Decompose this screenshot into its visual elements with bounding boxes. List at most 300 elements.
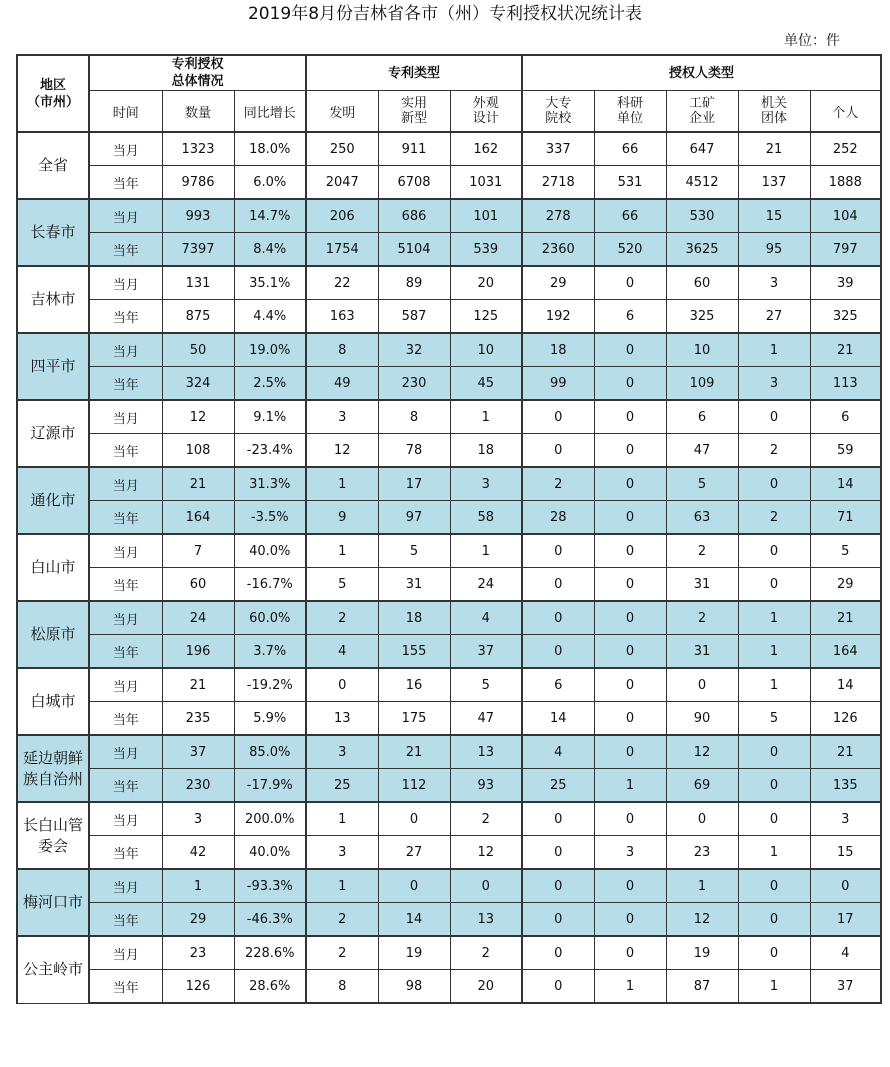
- individual-cell: 164: [810, 635, 881, 669]
- college-cell: 278: [522, 199, 594, 233]
- individual-cell: 21: [810, 333, 881, 367]
- individual-cell: 1888: [810, 166, 881, 200]
- table-row: [17, 199, 881, 233]
- design-cell: 101: [450, 199, 522, 233]
- header-agency: [738, 91, 810, 133]
- region-cell: [17, 467, 89, 534]
- count-cell: 164: [162, 501, 234, 535]
- design-cell: 162: [450, 132, 522, 166]
- agency-cell: 3: [738, 367, 810, 401]
- growth-cell: 228.6%: [234, 936, 306, 970]
- enterprise-cell: 23: [666, 836, 738, 870]
- individual-cell: 4: [810, 936, 881, 970]
- time-cell: 当年: [89, 434, 162, 468]
- region-name-line: 委会: [37, 836, 68, 855]
- college-cell: 0: [522, 802, 594, 836]
- agency-cell: 1: [738, 970, 810, 1004]
- invention-cell: 3: [306, 400, 378, 434]
- time-cell: 当月: [89, 467, 162, 501]
- count-cell: 42: [162, 836, 234, 870]
- agency-cell: 1: [738, 601, 810, 635]
- region-name-line: 公主岭市: [22, 960, 83, 979]
- college-cell: 0: [522, 836, 594, 870]
- time-cell: 当年: [89, 903, 162, 937]
- header-enterprise-line1: 工矿: [689, 96, 716, 111]
- growth-cell: 8.4%: [234, 233, 306, 267]
- individual-cell: 17: [810, 903, 881, 937]
- college-cell: 6: [522, 668, 594, 702]
- college-cell: 2: [522, 467, 594, 501]
- growth-cell: 200.0%: [234, 802, 306, 836]
- region-name-line: 族自治州: [22, 769, 83, 788]
- agency-cell: 0: [738, 568, 810, 602]
- agency-cell: 5: [738, 702, 810, 736]
- growth-cell: 28.6%: [234, 970, 306, 1004]
- design-cell: 1031: [450, 166, 522, 200]
- count-cell: 23: [162, 936, 234, 970]
- header-agency-line1: 机关: [761, 96, 788, 111]
- region-name-line: 全省: [37, 156, 68, 174]
- research-cell: 0: [594, 668, 666, 702]
- utility-cell: 5: [378, 534, 450, 568]
- unit-label: 单位：件: [784, 33, 840, 49]
- invention-cell: 4: [306, 635, 378, 669]
- agency-cell: 0: [738, 400, 810, 434]
- utility-cell: 230: [378, 367, 450, 401]
- region-cell: [17, 400, 89, 467]
- invention-cell: 1: [306, 802, 378, 836]
- design-cell: 20: [450, 266, 522, 300]
- enterprise-cell: 90: [666, 702, 738, 736]
- header-time: 时间: [89, 91, 162, 133]
- design-cell: 58: [450, 501, 522, 535]
- growth-cell: 40.0%: [234, 534, 306, 568]
- research-cell: 0: [594, 735, 666, 769]
- count-cell: 21: [162, 467, 234, 501]
- utility-cell: 89: [378, 266, 450, 300]
- invention-cell: 206: [306, 199, 378, 233]
- agency-cell: 27: [738, 300, 810, 334]
- header-design-line1: 外观: [472, 96, 499, 111]
- header-enterprise: [666, 91, 738, 133]
- agency-cell: 21: [738, 132, 810, 166]
- research-cell: 0: [594, 802, 666, 836]
- enterprise-cell: 12: [666, 903, 738, 937]
- invention-cell: 22: [306, 266, 378, 300]
- individual-cell: 113: [810, 367, 881, 401]
- utility-cell: 27: [378, 836, 450, 870]
- header-research-line2: 单位: [617, 111, 644, 126]
- growth-cell: -23.4%: [234, 434, 306, 468]
- count-cell: 230: [162, 769, 234, 803]
- research-cell: 0: [594, 400, 666, 434]
- utility-cell: 112: [378, 769, 450, 803]
- region-cell: [17, 601, 89, 668]
- time-cell: 当月: [89, 802, 162, 836]
- count-cell: 50: [162, 333, 234, 367]
- utility-cell: 0: [378, 869, 450, 903]
- agency-cell: 0: [738, 903, 810, 937]
- individual-cell: 39: [810, 266, 881, 300]
- college-cell: 0: [522, 434, 594, 468]
- growth-cell: 14.7%: [234, 199, 306, 233]
- header-utility: [378, 91, 450, 133]
- agency-cell: 0: [738, 769, 810, 803]
- header-utility-line1: 实用: [401, 96, 428, 111]
- individual-cell: 797: [810, 233, 881, 267]
- individual-cell: 59: [810, 434, 881, 468]
- design-cell: 3: [450, 467, 522, 501]
- table-row: [17, 869, 881, 903]
- time-cell: 当月: [89, 199, 162, 233]
- college-cell: 0: [522, 936, 594, 970]
- design-cell: 1: [450, 534, 522, 568]
- individual-cell: 14: [810, 467, 881, 501]
- count-cell: 9786: [162, 166, 234, 200]
- growth-cell: 85.0%: [234, 735, 306, 769]
- research-cell: 0: [594, 635, 666, 669]
- table-row: [17, 266, 881, 300]
- count-cell: 7: [162, 534, 234, 568]
- table-row: [17, 568, 881, 602]
- individual-cell: 15: [810, 836, 881, 870]
- table-row: [17, 668, 881, 702]
- enterprise-cell: 2: [666, 534, 738, 568]
- table-row: [17, 836, 881, 870]
- growth-cell: -17.9%: [234, 769, 306, 803]
- utility-cell: 32: [378, 333, 450, 367]
- utility-cell: 78: [378, 434, 450, 468]
- table-row: [17, 601, 881, 635]
- header-group-total-line1: 专利授权: [171, 57, 224, 72]
- agency-cell: 0: [738, 534, 810, 568]
- header-invention: 发明: [306, 91, 378, 133]
- region-cell: [17, 199, 89, 266]
- utility-cell: 5104: [378, 233, 450, 267]
- growth-cell: 40.0%: [234, 836, 306, 870]
- growth-cell: 31.3%: [234, 467, 306, 501]
- table-row: [17, 434, 881, 468]
- agency-cell: 0: [738, 735, 810, 769]
- invention-cell: 2: [306, 601, 378, 635]
- research-cell: 66: [594, 199, 666, 233]
- table-row: [17, 300, 881, 334]
- invention-cell: 9: [306, 501, 378, 535]
- header-enterprise-line2: 企业: [689, 111, 716, 126]
- individual-cell: 0: [810, 869, 881, 903]
- region-cell: [17, 132, 89, 199]
- individual-cell: 21: [810, 601, 881, 635]
- count-cell: 3: [162, 802, 234, 836]
- header-research: [594, 91, 666, 133]
- utility-cell: 31: [378, 568, 450, 602]
- table-row: [17, 769, 881, 803]
- individual-cell: 14: [810, 668, 881, 702]
- utility-cell: 175: [378, 702, 450, 736]
- research-cell: 0: [594, 702, 666, 736]
- time-cell: 当年: [89, 367, 162, 401]
- research-cell: 0: [594, 367, 666, 401]
- enterprise-cell: 5: [666, 467, 738, 501]
- table-row: [17, 132, 881, 166]
- college-cell: 99: [522, 367, 594, 401]
- utility-cell: 14: [378, 903, 450, 937]
- agency-cell: 0: [738, 467, 810, 501]
- enterprise-cell: 6: [666, 400, 738, 434]
- individual-cell: 135: [810, 769, 881, 803]
- time-cell: 当月: [89, 601, 162, 635]
- invention-cell: 13: [306, 702, 378, 736]
- college-cell: 0: [522, 635, 594, 669]
- agency-cell: 0: [738, 802, 810, 836]
- count-cell: 1: [162, 869, 234, 903]
- college-cell: 2718: [522, 166, 594, 200]
- agency-cell: 15: [738, 199, 810, 233]
- design-cell: 20: [450, 970, 522, 1004]
- growth-cell: -3.5%: [234, 501, 306, 535]
- design-cell: 125: [450, 300, 522, 334]
- time-cell: 当年: [89, 300, 162, 334]
- college-cell: 2360: [522, 233, 594, 267]
- utility-cell: 19: [378, 936, 450, 970]
- patent-statistics-table: [16, 54, 882, 1004]
- enterprise-cell: 10: [666, 333, 738, 367]
- agency-cell: 1: [738, 635, 810, 669]
- header-region-line1: 地区: [39, 77, 66, 93]
- research-cell: 66: [594, 132, 666, 166]
- count-cell: 21: [162, 668, 234, 702]
- growth-cell: 5.9%: [234, 702, 306, 736]
- region-name-line: 通化市: [30, 491, 76, 509]
- college-cell: 0: [522, 568, 594, 602]
- invention-cell: 2: [306, 903, 378, 937]
- invention-cell: 2047: [306, 166, 378, 200]
- time-cell: 当月: [89, 869, 162, 903]
- individual-cell: 252: [810, 132, 881, 166]
- growth-cell: 2.5%: [234, 367, 306, 401]
- utility-cell: 16: [378, 668, 450, 702]
- table-row: [17, 936, 881, 970]
- header-agency-line2: 团体: [761, 111, 788, 126]
- growth-cell: 3.7%: [234, 635, 306, 669]
- count-cell: 196: [162, 635, 234, 669]
- design-cell: 2: [450, 802, 522, 836]
- invention-cell: 2: [306, 936, 378, 970]
- growth-cell: 18.0%: [234, 132, 306, 166]
- agency-cell: 95: [738, 233, 810, 267]
- college-cell: 28: [522, 501, 594, 535]
- individual-cell: 21: [810, 735, 881, 769]
- header-design: [450, 91, 522, 133]
- count-cell: 108: [162, 434, 234, 468]
- table-row: [17, 735, 881, 769]
- region-name-line: 辽源市: [30, 424, 76, 442]
- utility-cell: 0: [378, 802, 450, 836]
- growth-cell: 6.0%: [234, 166, 306, 200]
- table-row: [17, 534, 881, 568]
- table-row: [17, 166, 881, 200]
- growth-cell: 35.1%: [234, 266, 306, 300]
- table-row: [17, 233, 881, 267]
- utility-cell: 155: [378, 635, 450, 669]
- individual-cell: 5: [810, 534, 881, 568]
- table-row: [17, 467, 881, 501]
- design-cell: 24: [450, 568, 522, 602]
- utility-cell: 911: [378, 132, 450, 166]
- college-cell: 25: [522, 769, 594, 803]
- individual-cell: 126: [810, 702, 881, 736]
- growth-cell: 60.0%: [234, 601, 306, 635]
- count-cell: 37: [162, 735, 234, 769]
- individual-cell: 37: [810, 970, 881, 1004]
- count-cell: 29: [162, 903, 234, 937]
- enterprise-cell: 60: [666, 266, 738, 300]
- count-cell: 131: [162, 266, 234, 300]
- enterprise-cell: 31: [666, 635, 738, 669]
- design-cell: 2: [450, 936, 522, 970]
- invention-cell: 3: [306, 836, 378, 870]
- agency-cell: 1: [738, 333, 810, 367]
- time-cell: 当年: [89, 769, 162, 803]
- growth-cell: -16.7%: [234, 568, 306, 602]
- region-cell: [17, 534, 89, 601]
- table-row: [17, 333, 881, 367]
- enterprise-cell: 4512: [666, 166, 738, 200]
- count-cell: 60: [162, 568, 234, 602]
- invention-cell: 8: [306, 333, 378, 367]
- utility-cell: 6708: [378, 166, 450, 200]
- count-cell: 7397: [162, 233, 234, 267]
- enterprise-cell: 530: [666, 199, 738, 233]
- college-cell: 14: [522, 702, 594, 736]
- college-cell: 0: [522, 903, 594, 937]
- header-growth: 同比增长: [234, 91, 306, 133]
- region-cell: [17, 936, 89, 1003]
- research-cell: 0: [594, 266, 666, 300]
- count-cell: 12: [162, 400, 234, 434]
- design-cell: 13: [450, 903, 522, 937]
- enterprise-cell: 12: [666, 735, 738, 769]
- header-group-holder: 授权人类型: [522, 55, 881, 91]
- time-cell: 当月: [89, 132, 162, 166]
- agency-cell: 0: [738, 936, 810, 970]
- college-cell: 4: [522, 735, 594, 769]
- header-college: [522, 91, 594, 133]
- region-cell: [17, 735, 89, 802]
- time-cell: 当月: [89, 534, 162, 568]
- enterprise-cell: 47: [666, 434, 738, 468]
- utility-cell: 17: [378, 467, 450, 501]
- growth-cell: 19.0%: [234, 333, 306, 367]
- college-cell: 29: [522, 266, 594, 300]
- time-cell: 当月: [89, 266, 162, 300]
- agency-cell: 1: [738, 836, 810, 870]
- design-cell: 93: [450, 769, 522, 803]
- agency-cell: 1: [738, 668, 810, 702]
- invention-cell: 1: [306, 467, 378, 501]
- research-cell: 0: [594, 467, 666, 501]
- design-cell: 1: [450, 400, 522, 434]
- college-cell: 0: [522, 970, 594, 1004]
- count-cell: 24: [162, 601, 234, 635]
- college-cell: 0: [522, 601, 594, 635]
- invention-cell: 8: [306, 970, 378, 1004]
- time-cell: 当月: [89, 936, 162, 970]
- design-cell: 539: [450, 233, 522, 267]
- count-cell: 235: [162, 702, 234, 736]
- enterprise-cell: 3625: [666, 233, 738, 267]
- research-cell: 3: [594, 836, 666, 870]
- individual-cell: 104: [810, 199, 881, 233]
- table-row: [17, 400, 881, 434]
- count-cell: 993: [162, 199, 234, 233]
- time-cell: 当年: [89, 501, 162, 535]
- growth-cell: 4.4%: [234, 300, 306, 334]
- enterprise-cell: 0: [666, 668, 738, 702]
- region-name-line: 白城市: [30, 692, 76, 710]
- enterprise-cell: 69: [666, 769, 738, 803]
- region-name-line: 梅河口市: [22, 893, 83, 911]
- time-cell: 当月: [89, 735, 162, 769]
- research-cell: 0: [594, 903, 666, 937]
- college-cell: 192: [522, 300, 594, 334]
- table-row: [17, 367, 881, 401]
- college-cell: 18: [522, 333, 594, 367]
- header-design-line2: 设计: [472, 111, 499, 126]
- invention-cell: 250: [306, 132, 378, 166]
- college-cell: 0: [522, 534, 594, 568]
- utility-cell: 98: [378, 970, 450, 1004]
- individual-cell: 6: [810, 400, 881, 434]
- region-name-line: 松原市: [30, 625, 76, 643]
- agency-cell: 3: [738, 266, 810, 300]
- header-utility-line2: 新型: [401, 111, 428, 126]
- individual-cell: 3: [810, 802, 881, 836]
- region-name-line: 白山市: [30, 558, 76, 576]
- table-row: [17, 802, 881, 836]
- header-research-line1: 科研: [617, 96, 644, 111]
- design-cell: 18: [450, 434, 522, 468]
- invention-cell: 25: [306, 769, 378, 803]
- research-cell: 520: [594, 233, 666, 267]
- utility-cell: 21: [378, 735, 450, 769]
- time-cell: 当年: [89, 702, 162, 736]
- time-cell: 当年: [89, 233, 162, 267]
- enterprise-cell: 647: [666, 132, 738, 166]
- region-name-line: 延边朝鲜: [22, 748, 83, 767]
- invention-cell: 1: [306, 534, 378, 568]
- region-cell: [17, 668, 89, 735]
- time-cell: 当月: [89, 400, 162, 434]
- research-cell: 6: [594, 300, 666, 334]
- table-row: [17, 501, 881, 535]
- research-cell: 0: [594, 333, 666, 367]
- time-cell: 当年: [89, 568, 162, 602]
- agency-cell: 137: [738, 166, 810, 200]
- individual-cell: 71: [810, 501, 881, 535]
- header-group-total: [89, 55, 306, 91]
- invention-cell: 1754: [306, 233, 378, 267]
- agency-cell: 0: [738, 869, 810, 903]
- enterprise-cell: 2: [666, 601, 738, 635]
- enterprise-cell: 325: [666, 300, 738, 334]
- agency-cell: 2: [738, 434, 810, 468]
- research-cell: 0: [594, 534, 666, 568]
- enterprise-cell: 19: [666, 936, 738, 970]
- enterprise-cell: 0: [666, 802, 738, 836]
- design-cell: 47: [450, 702, 522, 736]
- enterprise-cell: 109: [666, 367, 738, 401]
